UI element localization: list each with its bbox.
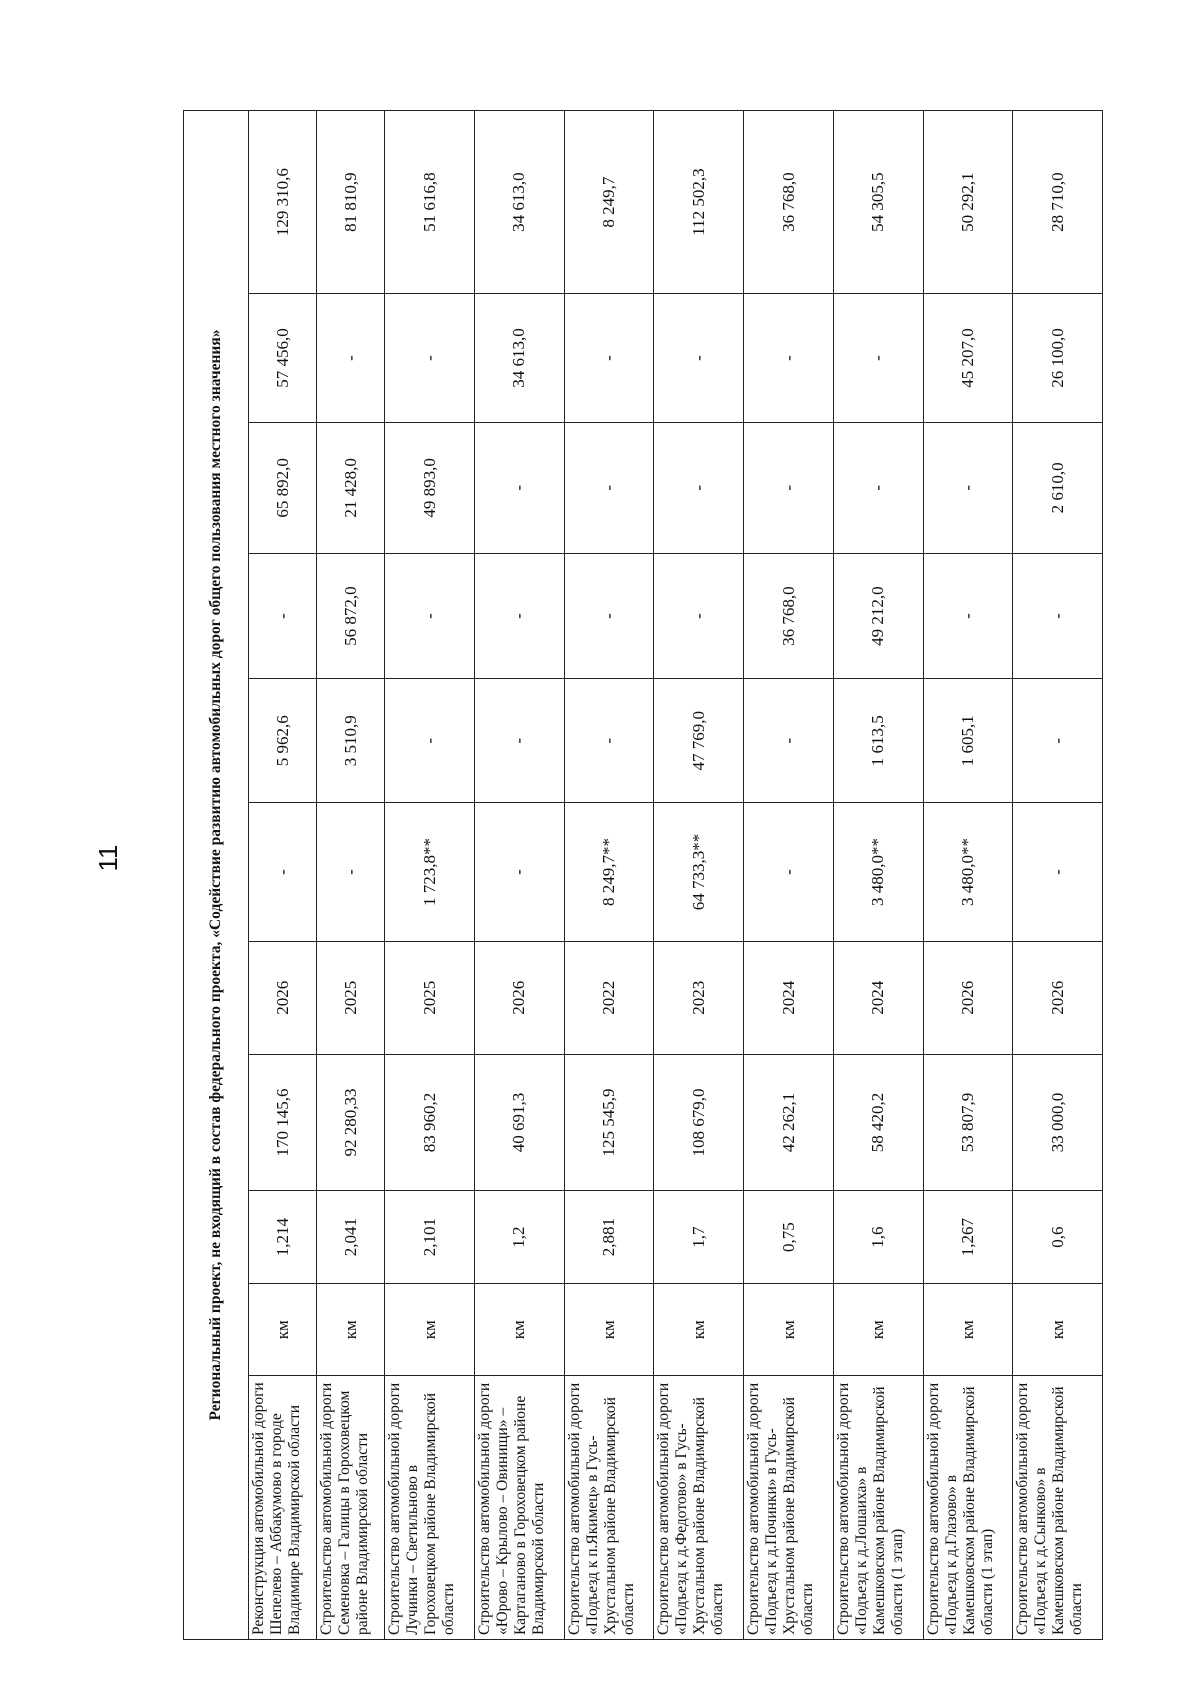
- completion-year: 2026: [923, 941, 1013, 1054]
- completion-year: 2026: [249, 941, 317, 1054]
- amount-col-4: -: [923, 422, 1013, 553]
- estimated-cost: 83 960,2: [385, 1054, 475, 1191]
- amount-col-3: -: [385, 553, 475, 679]
- length-km: 1,6: [833, 1191, 923, 1284]
- amount-col-2: 3 510,9: [317, 679, 385, 803]
- amount-col-4: -: [744, 422, 834, 553]
- completion-year: 2023: [654, 941, 744, 1054]
- amount-col-3: -: [564, 553, 654, 679]
- completion-year: 2025: [317, 941, 385, 1054]
- amount-col-2: -: [1013, 679, 1103, 803]
- estimated-cost: 33 000,0: [1013, 1054, 1103, 1191]
- amount-col-5: -: [833, 294, 923, 423]
- project-name: Строительство автомобильной дороги «Подъезд к д.Федотово» в Гусь-Хрустальном районе Владимирской области: [654, 1376, 744, 1640]
- amount-col-3: 56 872,0: [317, 553, 385, 679]
- estimated-cost: 125 545,9: [564, 1054, 654, 1191]
- amount-total: 112 502,3: [654, 111, 744, 294]
- amount-col-3: -: [923, 553, 1013, 679]
- amount-col-5: -: [744, 294, 834, 423]
- length-km: 1,2: [475, 1191, 565, 1284]
- completion-year: 2025: [385, 941, 475, 1054]
- section-title: Региональный проект, не входящий в состав федерального проекта, «Содействие развитию автомобильных дорог общего пользования местного значения»: [184, 111, 249, 1640]
- amount-col-1: 8 249,7**: [564, 803, 654, 942]
- length-km: 1,214: [249, 1191, 317, 1284]
- length-km: 1,267: [923, 1191, 1013, 1284]
- amount-total: 129 310,6: [249, 111, 317, 294]
- project-name: Строительство автомобильной дороги «Подъезд к д.Глазово» в Камешковском районе Владимирской области (1 этап): [923, 1376, 1013, 1640]
- unit: км: [564, 1283, 654, 1376]
- amount-total: 50 292,1: [923, 111, 1013, 294]
- table-row: [385, 111, 475, 1640]
- estimated-cost: 58 420,2: [833, 1054, 923, 1191]
- amount-col-1: -: [317, 803, 385, 942]
- estimated-cost: 108 679,0: [654, 1054, 744, 1191]
- unit: км: [317, 1283, 385, 1376]
- project-name: Строительство автомобильной дороги Лучинки – Светильново в Гороховецком районе Владимирской области: [385, 1376, 475, 1640]
- amount-col-5: 57 456,0: [249, 294, 317, 423]
- table-row: [923, 111, 1013, 1640]
- table-row: [249, 111, 317, 1640]
- amount-col-4: 49 893,0: [385, 422, 475, 553]
- amount-col-5: -: [564, 294, 654, 423]
- table-row: [833, 111, 923, 1640]
- amount-col-5: 26 100,0: [1013, 294, 1103, 423]
- project-name: Строительство автомобильной дороги «Юрово – Крылово – Овинищи» – Картаганово в Гороховецком районе Владимирской области: [475, 1376, 565, 1640]
- unit: км: [385, 1283, 475, 1376]
- amount-col-4: -: [475, 422, 565, 553]
- amount-col-1: 3 480,0**: [833, 803, 923, 942]
- amount-col-3: -: [654, 553, 744, 679]
- completion-year: 2024: [744, 941, 834, 1054]
- amount-col-2: -: [385, 679, 475, 803]
- amount-col-2: -: [475, 679, 565, 803]
- table-sheet: [183, 110, 1103, 1640]
- road-projects-table: [183, 110, 1103, 1640]
- amount-col-5: -: [317, 294, 385, 423]
- estimated-cost: 170 145,6: [249, 1054, 317, 1191]
- table-row: [564, 111, 654, 1640]
- amount-col-2: -: [744, 679, 834, 803]
- amount-col-4: 65 892,0: [249, 422, 317, 553]
- amount-col-3: 36 768,0: [744, 553, 834, 679]
- amount-col-3: -: [249, 553, 317, 679]
- project-name: Строительство автомобильной дороги «Подъезд к д.Починки» в Гусь-Хрустальном районе Владимирской области: [744, 1376, 834, 1640]
- length-km: 2,041: [317, 1191, 385, 1284]
- amount-col-5: -: [385, 294, 475, 423]
- amount-total: 34 613,0: [475, 111, 565, 294]
- completion-year: 2026: [1013, 941, 1103, 1054]
- unit: км: [654, 1283, 744, 1376]
- amount-total: 54 305,5: [833, 111, 923, 294]
- section-title-row: [184, 111, 249, 1640]
- unit: км: [249, 1283, 317, 1376]
- amount-col-1: 3 480,0**: [923, 803, 1013, 942]
- amount-col-2: 1 605,1: [923, 679, 1013, 803]
- table-row: [317, 111, 385, 1640]
- project-name: Строительство автомобильной дороги «Подъезд к д.Лошаиха» в Камешковском районе Владимирской области (1 этап): [833, 1376, 923, 1640]
- length-km: 2,101: [385, 1191, 475, 1284]
- table-row: [654, 111, 744, 1640]
- amount-col-4: 2 610,0: [1013, 422, 1103, 553]
- amount-col-1: 64 733,3**: [654, 803, 744, 942]
- amount-total: 8 249,7: [564, 111, 654, 294]
- amount-col-2: 1 613,5: [833, 679, 923, 803]
- amount-col-1: -: [475, 803, 565, 942]
- unit: км: [833, 1283, 923, 1376]
- project-name: Реконструкция автомобильной дороги Шепелево – Аббакумово в городе Владимире Владимирской области: [249, 1376, 317, 1640]
- amount-col-1: -: [744, 803, 834, 942]
- amount-total: 81 810,9: [317, 111, 385, 294]
- estimated-cost: 42 262,1: [744, 1054, 834, 1191]
- completion-year: 2024: [833, 941, 923, 1054]
- completion-year: 2026: [475, 941, 565, 1054]
- estimated-cost: 92 280,33: [317, 1054, 385, 1191]
- amount-col-4: -: [833, 422, 923, 553]
- amount-col-2: 5 962,6: [249, 679, 317, 803]
- amount-col-4: -: [654, 422, 744, 553]
- amount-total: 28 710,0: [1013, 111, 1103, 294]
- amount-col-5: 34 613,0: [475, 294, 565, 423]
- table-row: [744, 111, 834, 1640]
- amount-col-1: -: [1013, 803, 1103, 942]
- page-number: 11: [93, 844, 123, 872]
- table-row: [475, 111, 565, 1640]
- amount-col-2: -: [564, 679, 654, 803]
- length-km: 2,881: [564, 1191, 654, 1284]
- amount-col-2: 47 769,0: [654, 679, 744, 803]
- table-row: [1013, 111, 1103, 1640]
- amount-col-3: -: [1013, 553, 1103, 679]
- completion-year: 2022: [564, 941, 654, 1054]
- project-name: Строительство автомобильной дороги Семеновка – Галицы в Гороховецком районе Владимирской области: [317, 1376, 385, 1640]
- amount-col-3: -: [475, 553, 565, 679]
- amount-col-4: 21 428,0: [317, 422, 385, 553]
- amount-col-5: -: [654, 294, 744, 423]
- amount-total: 36 768,0: [744, 111, 834, 294]
- unit: км: [1013, 1283, 1103, 1376]
- estimated-cost: 40 691,3: [475, 1054, 565, 1191]
- project-name: Строительство автомобильной дороги «Подъезд к п.Якимец» в Гусь-Хрустальном районе Владимирской области: [564, 1376, 654, 1640]
- length-km: 1,7: [654, 1191, 744, 1284]
- amount-col-4: -: [564, 422, 654, 553]
- length-km: 0,75: [744, 1191, 834, 1284]
- length-km: 0,6: [1013, 1191, 1103, 1284]
- unit: км: [475, 1283, 565, 1376]
- unit: км: [923, 1283, 1013, 1376]
- amount-total: 51 616,8: [385, 111, 475, 294]
- estimated-cost: 53 807,9: [923, 1054, 1013, 1191]
- amount-col-5: 45 207,0: [923, 294, 1013, 423]
- amount-col-1: -: [249, 803, 317, 942]
- unit: км: [744, 1283, 834, 1376]
- amount-col-3: 49 212,0: [833, 553, 923, 679]
- amount-col-1: 1 723,8**: [385, 803, 475, 942]
- project-name: Строительство автомобильной дороги «Подъезд к д.Сынково» в Камешковском районе Владимирской области: [1013, 1376, 1103, 1640]
